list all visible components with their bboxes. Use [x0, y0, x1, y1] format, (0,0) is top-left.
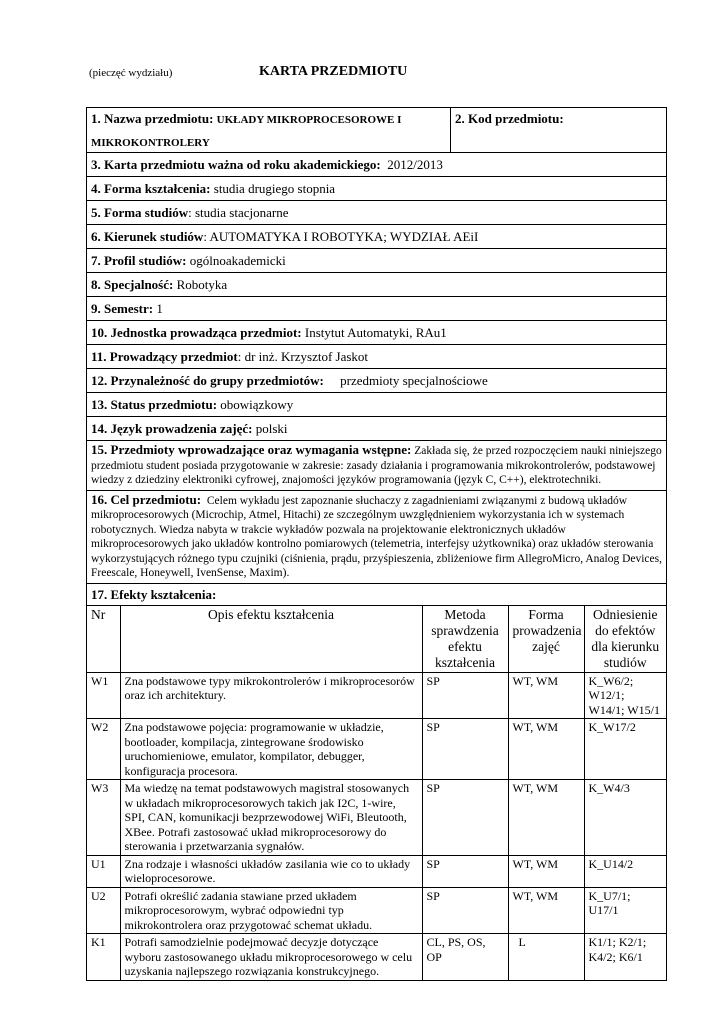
- table-row: [87, 934, 666, 980]
- cell-opis: Potrafi określić zadania stawiane przed układem mikroprocesorowym, wybrać odpowiedni typ mikrokontrolera oraz przygotować schemat układu.: [120, 887, 422, 934]
- course-card: [86, 107, 667, 981]
- course-goal-value: Celem wykładu jest zapoznanie słuchaczy z zagadnieniami związanymi z budową układów mikroprocesorowych (Microchip, Atmel, Hitachi) ze szczególnym uwzględnieniem wykorzystania ich w systemach robotycznych. Wiedza nabyta w trakcie wykładów pozwala na projektowanie elektronicznych układów mikroprocesorowych jako układów kontrolno pomiarowych (telemetria, interfejsy użytkownika) oraz układów sterowania wykorzystujących różnego typu czujniki (ciśnienia, prądu, przyśpieszenia, zbliżeniowe firm AllegroMicro, Analog Devices, Freescale, Honeywell, IvenSense, Maxim).: [91, 494, 662, 579]
- course-goal-label: 16. Cel przedmiotu:: [91, 491, 202, 507]
- cell-metoda: SP: [422, 887, 508, 934]
- table-row: [87, 719, 666, 780]
- table-row: [87, 887, 666, 934]
- cell-forma: WT, WM: [508, 672, 584, 719]
- row-course-goal: [87, 491, 666, 584]
- row-study-profile: [87, 249, 666, 273]
- cell-opis: Zna podstawowe pojęcia: programowanie w układzie, bootloader, kompilacja, zintegrowane środowisko uruchomieniowe, emulator, kompilator, debugger, konfiguracja procesora.: [120, 719, 422, 780]
- row-unit: [87, 321, 666, 345]
- field-of-study-value: : AUTOMATYKA I ROBOTYKA; WYDZIAŁ AEiI: [203, 229, 479, 244]
- row-study-form: [87, 201, 666, 225]
- cell-metoda: CL, PS, OS, OP: [422, 934, 508, 980]
- study-form-label: 5. Forma studiów: [91, 205, 189, 220]
- cell-opis: Zna podstawowe typy mikrokontrolerów i mikroprocesorów oraz ich architektury.: [120, 672, 422, 719]
- study-profile-label: 7. Profil studiów:: [91, 253, 187, 268]
- cell-forma: WT, WM: [508, 780, 584, 856]
- unit-value: Instytut Automatyki, RAu1: [304, 325, 447, 340]
- specialization-label: 8. Specjalność:: [91, 277, 174, 292]
- cell-forma: L: [508, 934, 584, 980]
- cell-metoda: SP: [422, 672, 508, 719]
- course-group-value: przedmioty specjalnościowe: [340, 373, 488, 388]
- row-specialization: [87, 273, 666, 297]
- language-value: polski: [255, 421, 288, 436]
- row-field-of-study: [87, 225, 666, 249]
- course-name-label: 1. Nazwa przedmiotu:: [91, 111, 214, 126]
- document-title: KARTA PRZEDMIOTU: [259, 64, 408, 79]
- course-name-cell: [87, 108, 451, 152]
- prerequisites-value: Zakłada się, że przed rozpoczęciem nauki niniejszego przedmiotu student posiada przygotowanie w zakresie: zasady działania i programowania mikrokontrolerów, podstawowej wiedzy z dziedziny elektroniki cyfrowej, znajomości języków programowania (język C, C++), elektrotechniki.: [91, 445, 662, 486]
- study-profile-value: ogólnoakademicki: [189, 253, 286, 268]
- valid-year-label: 3. Karta przedmiotu ważna od roku akademickiego:: [91, 157, 381, 172]
- effects-table-wrap: [87, 606, 666, 980]
- header-odniesienie: Odniesienie do efektów dla kierunku studiów: [584, 606, 666, 673]
- cell-odniesienie: K1/1; K2/1; K4/2; K6/1: [584, 934, 666, 980]
- course-group-label: 12. Przynależność do grupy przedmiotów:: [91, 373, 324, 388]
- education-form-label: 4. Forma kształcenia:: [91, 181, 211, 196]
- cell-odniesienie: K_W17/2: [584, 719, 666, 780]
- field-of-study-label: 6. Kierunek studiów: [91, 229, 204, 244]
- effects-header-row: [87, 606, 666, 673]
- cell-opis: Ma wiedzę na temat podstawowych magistral stosowanych w układach mikroprocesorowych takich jak I2C, 1-wire, SPI, CAN, komunikacji bezprzewodowej WiFi, Bleutooth, XBee. Potrafi zastosować układ mikroprocesorowy do sterowania i przetwarzania sygnałów.: [120, 780, 422, 856]
- row-valid-year: [87, 153, 666, 177]
- cell-nr: W2: [87, 719, 120, 780]
- header-forma: Forma prowadzenia zajęć: [508, 606, 584, 673]
- specialization-value: Robotyka: [176, 277, 228, 292]
- cell-nr: W3: [87, 780, 120, 856]
- cell-forma: WT, WM: [508, 887, 584, 934]
- row-lecturer: [87, 345, 666, 369]
- cell-odniesienie: K_W6/2; W12/1; W14/1; W15/1: [584, 672, 666, 719]
- lecturer-value: : dr inż. Krzysztof Jaskot: [237, 349, 369, 364]
- cell-forma: WT, WM: [508, 719, 584, 780]
- header-nr: Nr: [87, 606, 120, 673]
- row-language: [87, 417, 666, 441]
- table-row: [87, 780, 666, 856]
- course-code-label: 2. Kod przedmiotu:: [455, 111, 564, 126]
- valid-year-value: 2012/2013: [387, 157, 443, 172]
- prerequisites-label: 15. Przedmioty wprowadzające oraz wymagania wstępne:: [91, 442, 412, 457]
- cell-opis: Zna rodzaje i własności układów zasilania wie co to układy wieloprocesorowe.: [120, 855, 422, 887]
- cell-forma: WT, WM: [508, 855, 584, 887]
- header-metoda: Metoda sprawdzenia efektu kształcenia: [422, 606, 508, 673]
- lecturer-label: 11. Prowadzący przedmiot: [91, 349, 238, 364]
- cell-nr: U2: [87, 887, 120, 934]
- course-status-value: obowiązkowy: [220, 397, 294, 412]
- language-label: 14. Język prowadzenia zajęć:: [91, 421, 253, 436]
- cell-metoda: SP: [422, 855, 508, 887]
- semester-value: 1: [156, 301, 163, 316]
- study-form-value: : studia stacjonarne: [188, 205, 289, 220]
- effects-table: [87, 606, 666, 980]
- row-course-name: [87, 108, 666, 153]
- table-row: [87, 855, 666, 887]
- cell-odniesienie: K_U7/1; U17/1: [584, 887, 666, 934]
- education-form-value: studia drugiego stopnia: [213, 181, 336, 196]
- cell-metoda: SP: [422, 719, 508, 780]
- cell-nr: W1: [87, 672, 120, 719]
- header-opis: Opis efektu kształcenia: [120, 606, 422, 673]
- course-status-label: 13. Status przedmiotu:: [91, 397, 218, 412]
- cell-nr: U1: [87, 855, 120, 887]
- unit-label: 10. Jednostka prowadząca przedmiot:: [91, 325, 302, 340]
- cell-metoda: SP: [422, 780, 508, 856]
- cell-opis: Potrafi samodzielnie podejmować decyzje dotyczące wyboru zastosowanego układu mikroprocesorowego w celu uzyskania najlepszego rozwiązania konstrukcyjnego.: [120, 934, 422, 980]
- table-row: [87, 672, 666, 719]
- stamp-label: (pieczęć wydziału): [89, 67, 173, 79]
- course-code-cell: [451, 108, 666, 152]
- course-name-value-b: MIKROKONTROLERY: [91, 137, 210, 149]
- row-effects-heading: [87, 584, 666, 606]
- cell-nr: K1: [87, 934, 120, 980]
- course-name-value-a: UKŁADY MIKROPROCESOROWE I: [216, 114, 402, 126]
- semester-label: 9. Semestr:: [91, 301, 154, 316]
- row-course-status: [87, 393, 666, 417]
- cell-odniesienie: K_W4/3: [584, 780, 666, 856]
- row-course-group: [87, 369, 666, 393]
- cell-odniesienie: K_U14/2: [584, 855, 666, 887]
- row-semester: [87, 297, 666, 321]
- row-education-form: [87, 177, 666, 201]
- effects-heading-label: 17. Efekty kształcenia:: [91, 586, 217, 602]
- row-prerequisites: [87, 441, 666, 491]
